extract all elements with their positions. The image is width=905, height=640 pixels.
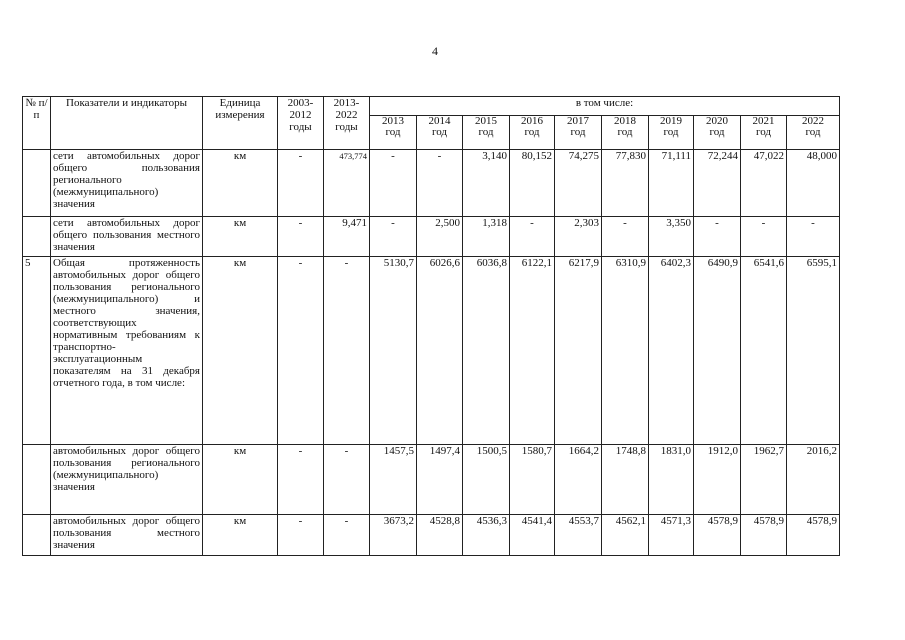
header-year-2020 [694, 116, 741, 150]
row-value-2019: 4571,3 [649, 515, 694, 556]
row-value-2019: 1831,0 [649, 445, 694, 515]
header-year-suffix: год [385, 126, 401, 138]
row-value-2021: 1962,7 [741, 445, 787, 515]
row-value-2017: 2,303 [555, 217, 602, 257]
table-row [23, 217, 840, 257]
row-value-2021: 47,022 [741, 150, 787, 217]
header-including: в том числе: [370, 97, 840, 116]
row-value-2017: 1664,2 [555, 445, 602, 515]
row-value-2022: 2016,2 [787, 445, 840, 515]
row-period-2013-2022: - [324, 445, 370, 515]
row-value-2017: 4553,7 [555, 515, 602, 556]
row-value-2013: 1457,5 [370, 445, 417, 515]
row-value-2022: 6595,1 [787, 257, 840, 445]
row-value-2019: 6402,3 [649, 257, 694, 445]
header-year-2019 [649, 116, 694, 150]
row-value-2015: 1,318 [463, 217, 510, 257]
row-indicator: Общая протяженность автомобильных дорог общего пользования регионального (межмуниципального) и местного значения, соответствующих нормативным требованиям к транспортно-эксплуатационным показателям на 31 декабря отчетного года, в том числе: [51, 257, 203, 445]
header-unit: Единица измерения [203, 97, 278, 150]
table-row [23, 150, 840, 217]
page-number: 4 [432, 44, 438, 58]
header-year-number: 2015 [475, 115, 497, 127]
header-year-suffix: год [570, 126, 586, 138]
row-value-2014: 2,500 [417, 217, 463, 257]
row-value-2016: - [510, 217, 555, 257]
table-row [23, 515, 840, 556]
header-year-suffix: год [617, 126, 633, 138]
row-value-2015: 1500,5 [463, 445, 510, 515]
row-value-2014: 4528,8 [417, 515, 463, 556]
row-value-2017: 74,275 [555, 150, 602, 217]
header-period-2013-2022: 2013-2022 годы [324, 97, 370, 150]
row-indicator: сети автомобильных дорог общего пользования местного значения [51, 217, 203, 257]
row-period-2003-2012: - [278, 445, 324, 515]
header-year-2018 [602, 116, 649, 150]
row-value-2020: 6490,9 [694, 257, 741, 445]
row-value-2018: 6310,9 [602, 257, 649, 445]
header-year-suffix: год [755, 126, 772, 138]
row-value-2015: 3,140 [463, 150, 510, 217]
header-year-2021 [741, 116, 787, 150]
row-num [23, 445, 51, 515]
row-value-2013: - [370, 150, 417, 217]
row-period-2003-2012: - [278, 257, 324, 445]
row-value-2016: 80,152 [510, 150, 555, 217]
header-year-suffix: год [431, 126, 448, 138]
row-unit: км [203, 515, 278, 556]
row-unit: км [203, 150, 278, 217]
header-year-2013 [370, 116, 417, 150]
row-value-2019: 71,111 [649, 150, 694, 217]
row-period-2013-2022: 9,471 [324, 217, 370, 257]
indicators-table [22, 96, 840, 556]
row-period-2013-2022: - [324, 257, 370, 445]
row-value-2022: 4578,9 [787, 515, 840, 556]
row-num [23, 150, 51, 217]
row-value-2013: 5130,7 [370, 257, 417, 445]
row-value-2020: - [694, 217, 741, 257]
table-row [23, 445, 840, 515]
header-year-2016 [510, 116, 555, 150]
row-value-2020: 1912,0 [694, 445, 741, 515]
row-indicator: автомобильных дорог общего пользования регионального (межмуниципального) значения [51, 445, 203, 515]
row-value-2014: 6026,6 [417, 257, 463, 445]
row-value-2020: 72,244 [694, 150, 741, 217]
header-period-2003-2012: 2003-2012 годы [278, 97, 324, 150]
header-year-number: 2017 [567, 115, 589, 127]
row-value-2014: 1497,4 [417, 445, 463, 515]
row-value-2022: 48,000 [787, 150, 840, 217]
row-unit: км [203, 257, 278, 445]
row-period-2013-2022: - [324, 515, 370, 556]
row-value-2016: 6122,1 [510, 257, 555, 445]
row-value-2018: 1748,8 [602, 445, 649, 515]
row-num: 5 [23, 257, 51, 445]
header-year-number: 2020 [706, 115, 728, 127]
header-year-number: 2013 [382, 115, 404, 127]
row-value-2018: 4562,1 [602, 515, 649, 556]
row-num [23, 217, 51, 257]
row-value-2021: 4578,9 [741, 515, 787, 556]
row-period-2013-2022: 473,774 [324, 150, 370, 217]
row-indicator: сети автомобильных дорог общего пользования регионального (межмуниципального) значения [51, 150, 203, 217]
row-value-2017: 6217,9 [555, 257, 602, 445]
header-indicators: Показатели и индикаторы [51, 97, 203, 150]
header-year-number: 2022 [802, 115, 824, 127]
row-value-2020: 4578,9 [694, 515, 741, 556]
header-year-number: 2021 [752, 115, 775, 127]
row-value-2018: 77,830 [602, 150, 649, 217]
row-unit: км [203, 217, 278, 257]
row-value-2021: - [741, 217, 787, 257]
table-row [23, 257, 840, 445]
row-value-2018: - [602, 217, 649, 257]
row-value-2015: 4536,3 [463, 515, 510, 556]
header-year-number: 2018 [614, 115, 636, 127]
header-year-suffix: год [663, 126, 679, 138]
row-num [23, 515, 51, 556]
header-year-2014 [417, 116, 463, 150]
row-unit: км [203, 445, 278, 515]
row-value-2015: 6036,8 [463, 257, 510, 445]
header-year-suffix: год [805, 126, 821, 138]
header-year-number: 2014 [428, 115, 451, 127]
row-value-2014: - [417, 150, 463, 217]
row-value-2013: 3673,2 [370, 515, 417, 556]
row-value-2013: - [370, 217, 417, 257]
header-year-2022 [787, 116, 840, 150]
row-period-2003-2012: - [278, 515, 324, 556]
header-year-suffix: год [709, 126, 725, 138]
header-year-2015 [463, 116, 510, 150]
row-indicator: автомобильных дорог общего пользования местного значения [51, 515, 203, 556]
table-header-row-1 [23, 97, 840, 116]
row-value-2022: - [787, 217, 840, 257]
row-period-2003-2012: - [278, 150, 324, 217]
row-period-2003-2012: - [278, 217, 324, 257]
header-year-number: 2016 [521, 115, 543, 127]
header-num: № п/п [23, 97, 51, 150]
header-year-2017 [555, 116, 602, 150]
header-year-suffix: год [478, 126, 494, 138]
row-value-2016: 4541,4 [510, 515, 555, 556]
row-value-2016: 1580,7 [510, 445, 555, 515]
row-value-2019: 3,350 [649, 217, 694, 257]
header-year-suffix: год [524, 126, 540, 138]
row-value-2021: 6541,6 [741, 257, 787, 445]
header-year-number: 2019 [660, 115, 682, 127]
